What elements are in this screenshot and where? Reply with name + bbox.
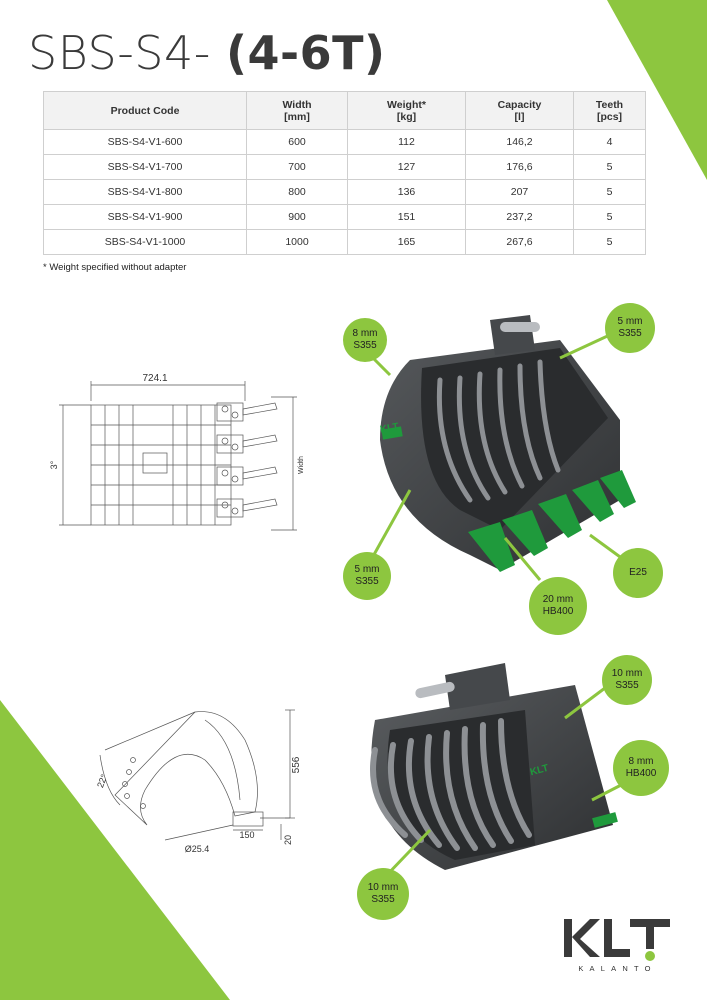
col-capacity: Capacity [l] <box>466 92 574 130</box>
bucket-brand-mark-top: KLT <box>379 421 400 436</box>
dim-base: 150 <box>239 830 255 840</box>
cell-code: SBS-S4-V1-800 <box>44 180 247 205</box>
cell-teeth: 5 <box>574 155 646 180</box>
logo-subtitle: KALANTO <box>578 964 657 973</box>
cell-width: 900 <box>247 205 348 230</box>
col-width: Width [mm] <box>247 92 348 130</box>
dim-hole: Ø25.4 <box>184 844 210 854</box>
cell-capacity: 146,2 <box>466 130 574 155</box>
weight-footnote: * Weight specified without adapter <box>43 262 187 273</box>
dim-width-value: 724.1 <box>142 373 168 384</box>
cell-weight: 151 <box>348 205 466 230</box>
col-product-code: Product Code <box>44 92 247 130</box>
cell-code: SBS-S4-V1-600 <box>44 130 247 155</box>
cell-teeth: 4 <box>574 130 646 155</box>
callout-top-side-plate: 8 mm S355 <box>343 318 387 362</box>
cell-capacity: 267,6 <box>466 230 574 255</box>
cell-code: SBS-S4-V1-1000 <box>44 230 247 255</box>
title-tonnage: (4-6T) <box>226 26 386 80</box>
cell-weight: 112 <box>348 130 466 155</box>
dim-width-label: Width <box>298 456 305 474</box>
dim-angle-side: 22° <box>95 772 110 790</box>
col-teeth: Teeth [pcs] <box>574 92 646 130</box>
cell-teeth: 5 <box>574 230 646 255</box>
callout-top-back-plate: 5 mm S355 <box>605 303 655 353</box>
klt-logo-mark <box>560 915 675 965</box>
cell-weight: 127 <box>348 155 466 180</box>
cell-width: 1000 <box>247 230 348 255</box>
dim-angle: 3° <box>49 460 59 470</box>
callout-bottom-back-plate: 10 mm S355 <box>602 655 652 705</box>
cell-teeth: 5 <box>574 180 646 205</box>
callout-top-bottom-plate: 5 mm S355 <box>343 552 391 600</box>
dim-height: 556 <box>291 756 302 774</box>
callout-top-teeth: E25 <box>613 548 663 598</box>
dim-lip: 20 <box>283 834 293 846</box>
cell-capacity: 237,2 <box>466 205 574 230</box>
title-model: SBS-S4- <box>28 26 211 80</box>
callout-top-cutting-edge: 20 mm HB400 <box>529 577 587 635</box>
cell-width: 700 <box>247 155 348 180</box>
cell-width: 600 <box>247 130 348 155</box>
callout-bottom-side-cutter: 8 mm HB400 <box>613 740 669 796</box>
cell-teeth: 5 <box>574 205 646 230</box>
cell-width: 800 <box>247 180 348 205</box>
callout-bottom-grid-bars: 10 mm S355 <box>357 868 409 920</box>
col-weight: Weight* [kg] <box>348 92 466 130</box>
cell-weight: 136 <box>348 180 466 205</box>
cell-capacity: 207 <box>466 180 574 205</box>
cell-weight: 165 <box>348 230 466 255</box>
cell-code: SBS-S4-V1-900 <box>44 205 247 230</box>
bucket-brand-mark-bottom: KLT <box>528 762 550 779</box>
cell-capacity: 176,6 <box>466 155 574 180</box>
cell-code: SBS-S4-V1-700 <box>44 155 247 180</box>
